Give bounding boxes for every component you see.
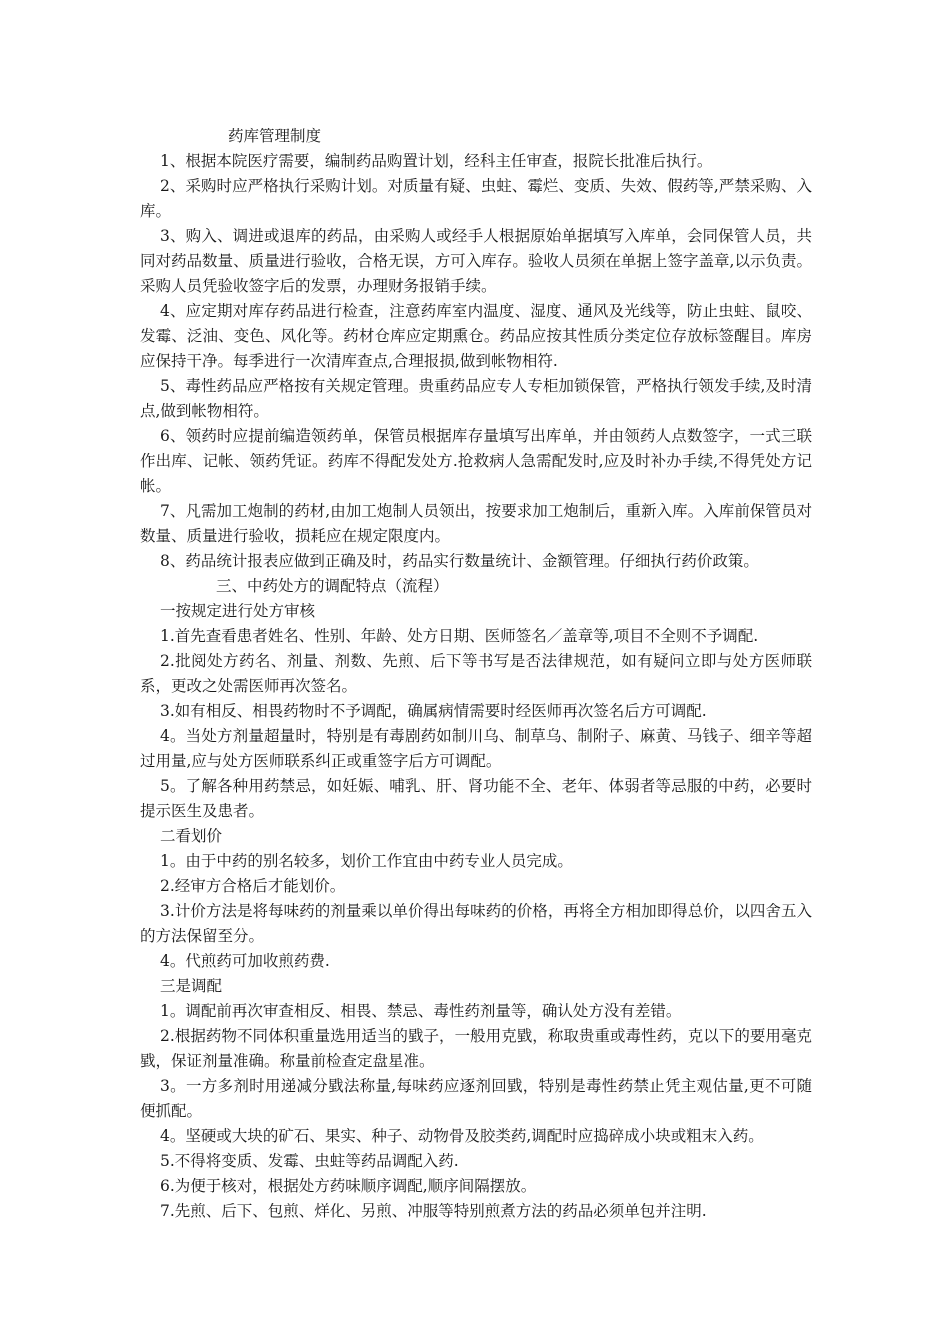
- review-item: 1.首先查看患者姓名、性别、年龄、处方日期、医师签名／盖章等,项目不全则不予调配.: [160, 627, 759, 645]
- rule-item: 4、应定期对库存药品进行检查，注意药库室内温度、湿度、通风及光线等，防止虫蛀、鼠咬、发霉、泛油、变色、风化等。药材仓库应定期熏仓。药品应按其性质分类定位存放标签醒目。库房应保持干净。每季进行一次清库查点,合理报损,做到帐物相符.: [140, 302, 812, 370]
- dispensing-item: 6.为便于核对，根据处方药味顺序调配,顺序间隔摆放。: [160, 1177, 537, 1195]
- rule-item: 5、毒性药品应严格按有关规定管理。贵重药品应专人专柜加锁保管，严格执行领发手续,及时清点,做到帐物相符。: [140, 377, 812, 420]
- pricing-item: 2.经审方合格后才能划价。: [160, 877, 346, 895]
- pricing-item: 4。代煎药可加收煎药费.: [160, 952, 330, 970]
- pricing-list: [140, 849, 812, 974]
- dispensing-heading: 三是调配: [160, 977, 223, 995]
- pricing-item: 3.计价方法是将每味药的剂量乘以单价得出每味药的价格，再将全方相加即得总价，以四舍五入的方法保留至分。: [140, 902, 812, 945]
- rule-item: 7、凡需加工炮制的药材,由加工炮制人员领出，按要求加工炮制后，重新入库。入库前保管员对数量、质量进行验收，损耗应在规定限度内。: [140, 502, 812, 545]
- review-item: 3.如有相反、相畏药物时不予调配，确属病情需要时经医师再次签名后方可调配.: [160, 702, 707, 720]
- review-item: 5。了解各种用药禁忌，如妊娠、哺乳、肝、肾功能不全、老年、体弱者等忌服的中药，必要时提示医生及患者。: [140, 777, 812, 820]
- rule-item: 1、根据本院医疗需要，编制药品购置计划，经科主任审查，报院长批准后执行。: [160, 152, 713, 170]
- rule-list: [140, 149, 812, 574]
- review-item: 2.批阅处方药名、剂量、剂数、先煎、后下等书写是否法律规范，如有疑问立即与处方医师联系，更改之处需医师再次签名。: [140, 652, 812, 695]
- dispensing-item: 7.先煎、后下、包煎、烊化、另煎、冲服等特别煎煮方法的药品必须单包并注明.: [160, 1202, 707, 1220]
- dispensing-item: 4。坚硬或大块的矿石、果实、种子、动物骨及胶类药,调配时应捣碎成小块或粗末入药。: [160, 1127, 764, 1145]
- pricing-item: 1。由于中药的别名较多，划价工作宜由中药专业人员完成。: [160, 852, 573, 870]
- document-page: [140, 124, 812, 1224]
- rule-item: 2、采购时应严格执行采购计划。对质量有疑、虫蛀、霉烂、变质、失效、假药等,严禁采购、入库。: [140, 177, 812, 220]
- review-list: [140, 624, 812, 824]
- dispensing-list: [140, 999, 812, 1224]
- rule-item: 6、领药时应提前编造领药单，保管员根据库存量填写出库单，并由领药人点数签字，一式三联作出库、记帐、领药凭证。药库不得配发处方.抢救病人急需配发时,应及时补办手续,不得凭处方记帐。: [140, 427, 812, 495]
- pricing-heading: 二看划价: [160, 827, 223, 845]
- dispensing-item: 1。调配前再次审查相反、相畏、禁忌、毒性药剂量等，确认处方没有差错。: [160, 1002, 682, 1020]
- document-title: 药库管理制度: [228, 127, 322, 145]
- rule-item: 3、购入、调进或退库的药品，由采购人或经手人根据原始单据填写入库单，会同保管人员，共同对药品数量、质量进行验收，合格无误，方可入库存。验收人员须在单据上签字盖章,以示负责。采购人员凭验收签字后的发票，办理财务报销手续。: [140, 227, 812, 295]
- rule-item: 8、药品统计报表应做到正确及时，药品实行数量统计、金额管理。仔细执行药价政策。: [160, 552, 759, 570]
- dispensing-item: 2.根据药物不同体积重量选用适当的戥子，一般用克戥，称取贵重或毒性药，克以下的要用毫克戥，保证剂量准确。称量前检查定盘星准。: [140, 1027, 812, 1070]
- review-heading: 一按规定进行处方审核: [160, 602, 316, 620]
- review-item: 4。当处方剂量超量时，特别是有毒剧药如制川乌、制草乌、制附子、麻黄、马钱子、细辛等超过用量,应与处方医师联系纠正或重签字后方可调配。: [140, 727, 812, 770]
- section-title: 三、中药处方的调配特点（流程）: [216, 577, 449, 595]
- dispensing-item: 3。一方多剂时用递减分戥法称量,每味药应逐剂回戥，特别是毒性药禁止凭主观估量,更不可随便抓配。: [140, 1077, 812, 1120]
- dispensing-item: 5.不得将变质、发霉、虫蛀等药品调配入药.: [160, 1152, 459, 1170]
